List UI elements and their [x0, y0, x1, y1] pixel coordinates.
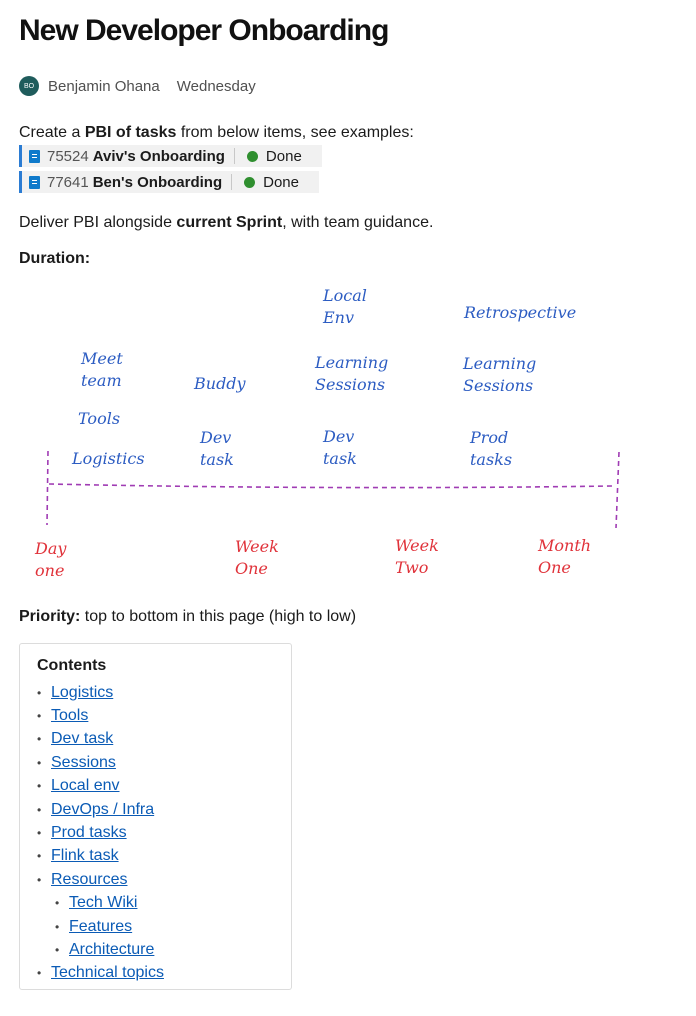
- pbi-id: 75524: [47, 147, 89, 165]
- pbi-link[interactable]: [19, 171, 319, 193]
- toc-link-technical-topics[interactable]: Technical topics: [51, 964, 164, 982]
- sketch-logistics: Logistics: [72, 449, 145, 468]
- author-name[interactable]: Benjamin Ohana: [48, 77, 160, 95]
- deliver-pre: Deliver PBI alongside: [19, 214, 177, 231]
- pbi-name: Aviv's Onboarding: [92, 147, 225, 165]
- toc-link-resources[interactable]: Resources: [51, 870, 128, 888]
- deliver-post: , with team guidance.: [282, 214, 434, 231]
- toc-subitem: [37, 915, 164, 938]
- toc-link-local-env[interactable]: Local env: [51, 777, 120, 795]
- sketch-dev-task: Dev task: [323, 427, 357, 468]
- bullet-icon: •: [37, 779, 42, 794]
- bullet-icon: •: [37, 732, 42, 747]
- toc-subitem: [37, 938, 164, 961]
- toc-item: [37, 704, 164, 727]
- toc-link-sessions[interactable]: Sessions: [51, 753, 116, 771]
- bullet-icon: •: [55, 942, 60, 957]
- sketch-prod-tasks: Prod tasks: [470, 428, 513, 469]
- toc-link-flink-task[interactable]: Flink task: [51, 847, 119, 865]
- pbi-status: Done: [263, 173, 299, 191]
- page-date: Wednesday: [176, 77, 256, 95]
- milestone-week-two: Week Two: [395, 536, 439, 577]
- sketch-meet-team: Meet team: [81, 349, 123, 390]
- sketch-retrospective: Retrospective: [464, 303, 577, 322]
- pbi-id: 77641: [47, 173, 89, 191]
- duration-label: Duration:: [19, 250, 91, 267]
- milestone-week-one: Week One: [235, 537, 279, 578]
- sketch-learning-sessions: Learning Sessions: [463, 354, 537, 395]
- divider: [231, 174, 232, 190]
- intro-pre: Create a: [19, 124, 85, 141]
- author-row: [19, 76, 256, 96]
- pbi-name: Ben's Onboarding: [92, 173, 223, 191]
- bullet-icon: •: [37, 802, 42, 817]
- page-title: New Developer Onboarding: [19, 14, 389, 47]
- toc-link-prod-tasks[interactable]: Prod tasks: [51, 824, 127, 842]
- bullet-icon: •: [55, 896, 60, 911]
- sketch-tools: Tools: [78, 409, 121, 428]
- toc-link-architecture[interactable]: Architecture: [69, 940, 155, 958]
- status-dot-icon: [247, 151, 258, 162]
- table-of-contents: [19, 643, 292, 990]
- toc-link-features[interactable]: Features: [69, 917, 133, 935]
- toc-item: [37, 728, 164, 751]
- bullet-icon: •: [37, 849, 42, 864]
- toc-item: [37, 751, 164, 774]
- pbi-status: Done: [265, 147, 302, 165]
- toc-item: [37, 962, 164, 985]
- bullet-icon: •: [37, 966, 42, 981]
- bullet-icon: •: [37, 685, 42, 700]
- bullet-icon: •: [37, 755, 42, 770]
- bullet-icon: •: [37, 826, 42, 841]
- divider: [234, 148, 235, 164]
- priority-desc: top to bottom in this page (high to low): [80, 608, 357, 625]
- pbi-link[interactable]: [19, 145, 322, 167]
- milestone-day-one: Day one: [35, 539, 67, 580]
- intro-text: [19, 124, 414, 142]
- sketch-learning-sessions: Learning Sessions: [315, 353, 389, 394]
- priority-bold: Priority:: [19, 608, 81, 625]
- intro-post: from below items, see examples:: [176, 124, 414, 141]
- work-item-icon: [29, 176, 40, 189]
- toc-list: [37, 681, 164, 985]
- avatar[interactable]: BO: [19, 76, 39, 96]
- toc-link-devops-infra[interactable]: DevOps / Infra: [51, 800, 155, 818]
- deliver-text: [19, 214, 433, 232]
- toc-item: [37, 681, 164, 704]
- deliver-bold: current Sprint: [176, 214, 283, 231]
- sketch-local-env: Local Env: [323, 286, 367, 327]
- toc-link-tools[interactable]: Tools: [51, 707, 89, 725]
- toc-link-logistics[interactable]: Logistics: [51, 683, 114, 701]
- milestone-month-one: Month One: [538, 536, 592, 577]
- bullet-icon: •: [37, 709, 42, 724]
- sketch-buddy: Buddy: [194, 374, 246, 393]
- bullet-icon: •: [55, 919, 60, 934]
- toc-link-dev-task[interactable]: Dev task: [51, 730, 114, 748]
- toc-item: [37, 868, 164, 891]
- sketch-dev-task: Dev task: [200, 428, 234, 469]
- status-dot-icon: [244, 177, 255, 188]
- bullet-icon: •: [37, 872, 42, 887]
- toc-item: [37, 775, 164, 798]
- toc-item: [37, 798, 164, 821]
- toc-subitem: [37, 892, 164, 915]
- priority-text: [19, 608, 356, 626]
- toc-title: Contents: [37, 657, 107, 674]
- toc-link-tech-wiki[interactable]: Tech Wiki: [69, 894, 138, 912]
- work-item-icon: [29, 150, 40, 163]
- toc-item: [37, 821, 164, 844]
- intro-bold: PBI of tasks: [84, 124, 177, 141]
- toc-item: [37, 845, 164, 868]
